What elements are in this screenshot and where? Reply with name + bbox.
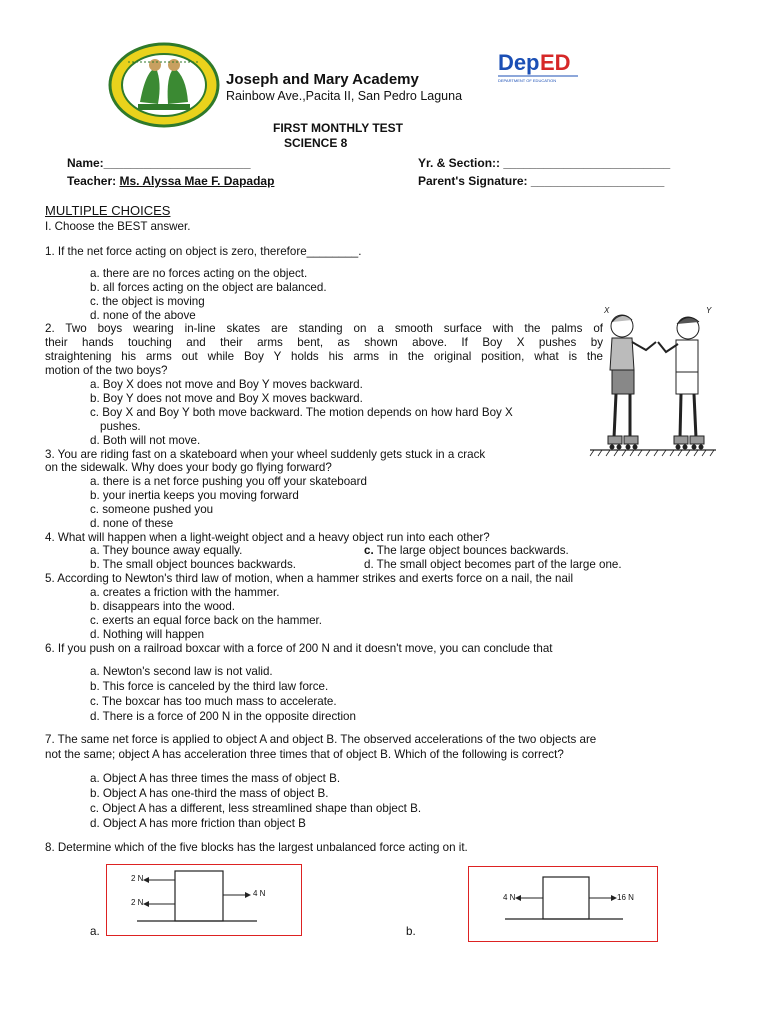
q2-option-a: a. Boy X does not move and Boy Y moves backward.	[90, 378, 363, 391]
q4-option-c	[364, 544, 569, 557]
boy-y-label: Y	[706, 306, 712, 315]
q2-line-3: straightening his arms out while Boy Y holds his arms in the original position, what is the	[45, 350, 603, 363]
q3-line-2: on the sidewalk. Why does your body go flying forward?	[45, 461, 332, 474]
teacher-name: Ms. Alyssa Mae F. Dapadap	[119, 174, 275, 188]
q4-option-b: b. The small object bounces backwards.	[90, 558, 297, 571]
q5-option-c: c. exerts an equal force back on the hammer.	[90, 614, 322, 627]
q4-text: 4. What will happen when a light-weight object and a heavy object run into each other?	[45, 531, 490, 544]
q6-option-d: d. There is a force of 200 N in the opposite direction	[90, 710, 356, 723]
block-b-label: b.	[406, 925, 416, 938]
q4-option-c-text: The large object bounces backwards.	[376, 544, 569, 557]
q3-line-1: 3. You are riding fast on a skateboard when your wheel suddenly gets stuck in a crack	[45, 448, 486, 461]
test-subject: SCIENCE 8	[284, 136, 348, 150]
block-a-right-force: 4 N	[253, 889, 266, 898]
svg-text:ED: ED	[540, 50, 571, 75]
q7-option-b: b. Object A has one-third the mass of object B.	[90, 787, 329, 800]
q1-option-a: a. there are no forces acting on the object.	[90, 267, 308, 280]
q2-line-4: motion of the two boys?	[45, 364, 168, 377]
q6-text: 6. If you push on a railroad boxcar with a force of 200 N and it doesn't move, you can conclude that	[45, 642, 553, 655]
q1-option-c: c. the object is moving	[90, 295, 205, 308]
q3-option-d: d. none of these	[90, 517, 174, 530]
school-name: Joseph and Mary Academy	[226, 71, 419, 88]
block-a-left-top-force: 2 N	[131, 874, 144, 883]
block-b-right-force: 16 N	[617, 893, 634, 902]
q5-option-d: d. Nothing will happen	[90, 628, 205, 641]
section-instruction: I. Choose the BEST answer.	[45, 220, 191, 233]
school-address: Rainbow Ave.,Pacita II, San Pedro Laguna	[226, 89, 463, 103]
q6-option-b: b. This force is canceled by the third law force.	[90, 680, 329, 693]
q7-line-2: not the same; object A has acceleration three times that of object B. Which of the following is correct?	[45, 748, 564, 761]
name-field: Name:______________________	[67, 156, 251, 170]
deped-subtitle: DEPARTMENT OF EDUCATION	[498, 78, 557, 83]
q5-option-a: a. creates a friction with the hammer.	[90, 586, 280, 599]
q4-option-d: d. The small object becomes part of the large one.	[364, 558, 622, 571]
q1-option-d: d. none of the above	[90, 309, 196, 322]
teacher-field	[67, 174, 274, 188]
block-a-left-bottom-force: 2 N	[131, 898, 144, 907]
yr-section-field: Yr. & Section:: _________________________	[418, 156, 671, 170]
q6-option-c: c. The boxcar has too much mass to accelerate.	[90, 695, 337, 708]
q2-option-c-cont: pushes.	[100, 420, 141, 433]
svg-text:p: p	[526, 50, 540, 75]
q5-text: 5. According to Newton's third law of motion, when a hammer strikes and exerts force on a nail, the nail	[45, 572, 574, 585]
q3-option-c: c. someone pushed you	[90, 503, 214, 516]
q2-option-c: c. Boy X and Boy Y both move backward. The motion depends on how hard Boy X	[90, 406, 513, 419]
q2-line-2: their hands touching and their arms bent, as shown above. If Boy X pushes by	[45, 336, 603, 349]
q3-option-a: a. there is a net force pushing you off your skateboard	[90, 475, 367, 488]
q8-text: 8. Determine which of the five blocks has the largest unbalanced force acting on it.	[45, 841, 468, 854]
q6-option-a: a. Newton's second law is not valid.	[90, 665, 273, 678]
block-a-label: a.	[90, 925, 100, 938]
test-title: FIRST MONTHLY TEST	[273, 121, 404, 135]
q7-line-1: 7. The same net force is applied to object A and object B. The observed accelerations of the two objects are	[45, 733, 597, 746]
block-diagram-a	[106, 864, 302, 936]
block-diagram-b	[468, 866, 658, 942]
q1-text: 1. If the net force acting on object is zero, therefore________.	[45, 245, 362, 258]
q7-option-d: d. Object A has more friction than object B	[90, 817, 306, 830]
teacher-label: Teacher:	[67, 174, 117, 188]
q4-option-a: a. They bounce away equally.	[90, 544, 243, 557]
skating-boys-figure	[588, 306, 718, 458]
q7-option-a: a. Object A has three times the mass of object B.	[90, 772, 341, 785]
q2-option-d: d. Both will not move.	[90, 434, 201, 447]
q4-option-c-letter: c.	[364, 544, 374, 557]
q2-option-b: b. Boy Y does not move and Boy X moves backward.	[90, 392, 363, 405]
q2-line-1: 2. Two boys wearing in-line skates are standing on a smooth surface with the palms of	[45, 322, 603, 335]
q5-option-b: b. disappears into the wood.	[90, 600, 236, 613]
block-b-left-force: 4 N	[503, 893, 516, 902]
parent-signature-field: Parent's Signature: ____________________	[418, 174, 665, 188]
deped-logo	[498, 48, 582, 88]
section-heading: MULTIPLE CHOICES	[45, 203, 171, 218]
q7-option-c: c. Object A has a different, less streamlined shape than object B.	[90, 802, 422, 815]
svg-text:De: De	[498, 50, 527, 75]
boy-x-label: X	[604, 306, 610, 315]
school-seal	[108, 42, 220, 128]
q3-option-b: b. your inertia keeps you moving forward	[90, 489, 299, 502]
q1-option-b: b. all forces acting on the object are balanced.	[90, 281, 327, 294]
